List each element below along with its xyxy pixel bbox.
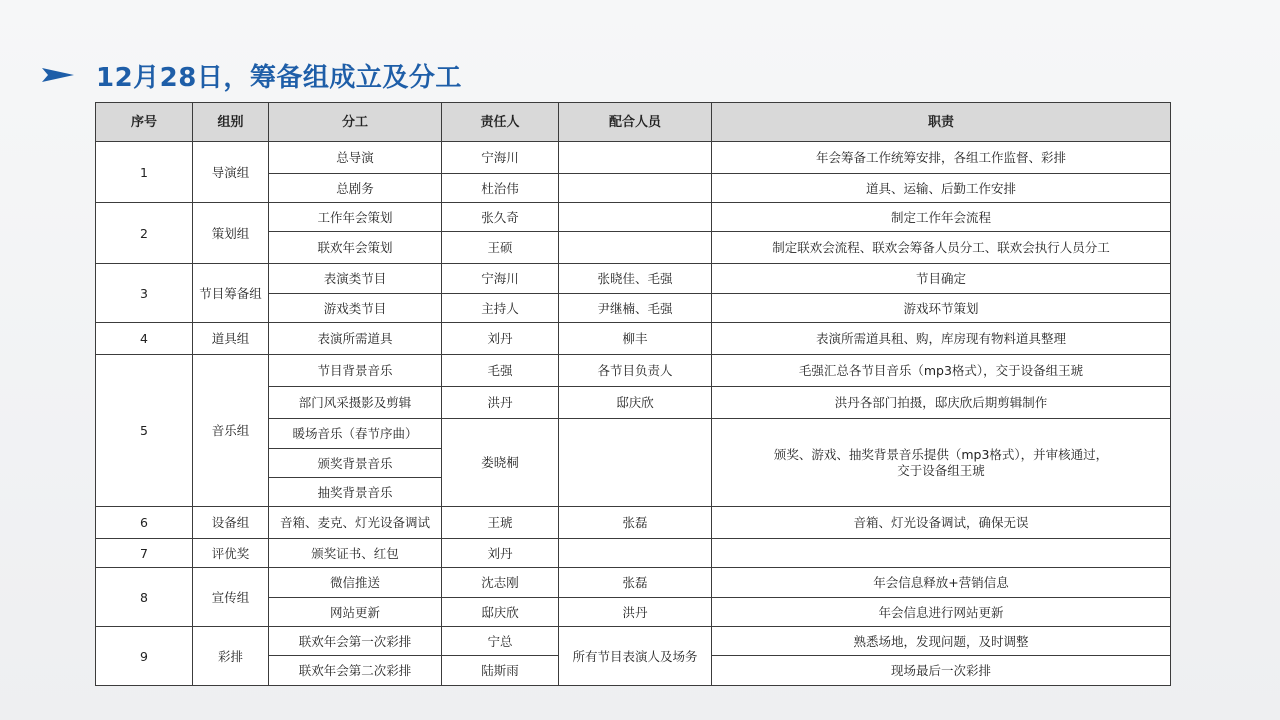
task-cell: 表演所需道具 — [269, 323, 442, 355]
duty-cell: 毛强汇总各节目音乐（mp3格式），交于设备组王琥 — [712, 355, 1171, 387]
group-name-cell: 彩排 — [193, 627, 269, 686]
task-cell: 音箱、麦克、灯光设备调试 — [269, 507, 442, 539]
group-no-cell: 1 — [96, 142, 193, 203]
table-row — [96, 142, 1171, 174]
duty-cell: 表演所需道具租、购，库房现有物料道具整理 — [712, 323, 1171, 355]
group-name-cell: 节目筹备组 — [193, 264, 269, 323]
task-cell: 联欢年会第一次彩排 — [269, 627, 442, 656]
support-cell — [559, 174, 712, 203]
support-cell: 张磊 — [559, 507, 712, 539]
owner-cell: 沈志刚 — [442, 568, 559, 598]
task-cell: 总剧务 — [269, 174, 442, 203]
task-cell: 工作年会策划 — [269, 203, 442, 232]
table-header-row — [96, 103, 1171, 142]
owner-cell: 主持人 — [442, 294, 559, 323]
group-name-cell: 评优奖 — [193, 539, 269, 568]
task-cell: 联欢年会第二次彩排 — [269, 656, 442, 686]
owner-cell: 刘丹 — [442, 539, 559, 568]
group-name-cell: 导演组 — [193, 142, 269, 203]
owner-cell: 宁总 — [442, 627, 559, 656]
group-name-cell: 宣传组 — [193, 568, 269, 627]
task-cell: 部门风采摄影及剪辑 — [269, 387, 442, 419]
support-cell: 柳丰 — [559, 323, 712, 355]
assignment-table — [95, 102, 1171, 686]
group-no-cell: 6 — [96, 507, 193, 539]
task-cell: 节目背景音乐 — [269, 355, 442, 387]
support-cell: 尹继楠、毛强 — [559, 294, 712, 323]
duty-cell: 节目确定 — [712, 264, 1171, 294]
owner-cell: 毛强 — [442, 355, 559, 387]
task-cell: 颁奖证书、红包 — [269, 539, 442, 568]
support-cell — [559, 232, 712, 264]
group-no-cell: 2 — [96, 203, 193, 264]
duty-cell: 制定联欢会流程、联欢会筹备人员分工、联欢会执行人员分工 — [712, 232, 1171, 264]
header-cell-duty: 职责 — [712, 103, 1171, 142]
arrow-bullet-icon — [42, 68, 74, 82]
header-cell-support: 配合人员 — [559, 103, 712, 142]
task-cell: 颁奖背景音乐 — [269, 449, 442, 478]
task-cell: 表演类节目 — [269, 264, 442, 294]
table-row — [96, 355, 1171, 387]
duty-cell: 道具、运输、后勤工作安排 — [712, 174, 1171, 203]
group-no-cell: 8 — [96, 568, 193, 627]
owner-cell: 张久奇 — [442, 203, 559, 232]
duty-cell: 游戏环节策划 — [712, 294, 1171, 323]
duty-line: 交于设备组王琥 — [897, 462, 985, 478]
table-row — [96, 203, 1171, 232]
duty-cell: 音箱、灯光设备调试，确保无误 — [712, 507, 1171, 539]
table-row — [96, 568, 1171, 598]
support-cell — [559, 203, 712, 232]
group-no-cell: 5 — [96, 355, 193, 507]
task-cell: 网站更新 — [269, 598, 442, 627]
group-no-cell: 7 — [96, 539, 193, 568]
owner-cell: 陆斯雨 — [442, 656, 559, 686]
page-title: 12月28日，筹备组成立及分工 — [96, 62, 462, 93]
task-cell: 微信推送 — [269, 568, 442, 598]
header-cell-owner: 责任人 — [442, 103, 559, 142]
task-cell: 联欢年会策划 — [269, 232, 442, 264]
group-name-cell: 音乐组 — [193, 355, 269, 507]
duty-line: 颁奖、游戏、抽奖背景音乐提供（mp3格式），并审核通过， — [773, 446, 1109, 462]
duty-cell: 年会筹备工作统筹安排，各组工作监督、彩排 — [712, 142, 1171, 174]
table-row — [96, 627, 1171, 656]
group-no-cell: 4 — [96, 323, 193, 355]
support-cell — [559, 539, 712, 568]
group-no-cell: 9 — [96, 627, 193, 686]
support-cell: 各节目负责人 — [559, 355, 712, 387]
group-name-cell: 设备组 — [193, 507, 269, 539]
group-no-cell: 3 — [96, 264, 193, 323]
task-cell: 游戏类节目 — [269, 294, 442, 323]
task-cell: 抽奖背景音乐 — [269, 478, 442, 507]
group-name-cell: 道具组 — [193, 323, 269, 355]
table-row — [96, 323, 1171, 355]
duty-cell: 年会信息释放+营销信息 — [712, 568, 1171, 598]
duty-cell — [712, 419, 1171, 507]
header-cell-task: 分工 — [269, 103, 442, 142]
duty-cell: 年会信息进行网站更新 — [712, 598, 1171, 627]
owner-cell: 邸庆欣 — [442, 598, 559, 627]
owner-cell: 洪丹 — [442, 387, 559, 419]
support-cell: 洪丹 — [559, 598, 712, 627]
duty-cell: 制定工作年会流程 — [712, 203, 1171, 232]
support-cell — [559, 142, 712, 174]
owner-cell: 王琥 — [442, 507, 559, 539]
support-cell: 所有节目表演人及场务 — [559, 627, 712, 686]
table-row — [96, 507, 1171, 539]
header-cell-group: 组别 — [193, 103, 269, 142]
owner-cell: 娄晓桐 — [442, 419, 559, 507]
table-row — [96, 264, 1171, 294]
duty-cell: 现场最后一次彩排 — [712, 656, 1171, 686]
table-row — [96, 539, 1171, 568]
support-cell: 张磊 — [559, 568, 712, 598]
duty-cell: 熟悉场地，发现问题，及时调整 — [712, 627, 1171, 656]
support-cell: 邸庆欣 — [559, 387, 712, 419]
owner-cell: 刘丹 — [442, 323, 559, 355]
support-cell: 张晓佳、毛强 — [559, 264, 712, 294]
owner-cell: 王硕 — [442, 232, 559, 264]
title-bar — [42, 58, 462, 92]
owner-cell: 宁海川 — [442, 142, 559, 174]
duty-cell: 洪丹各部门拍摄，邸庆欣后期剪辑制作 — [712, 387, 1171, 419]
header-cell-no: 序号 — [96, 103, 193, 142]
group-name-cell: 策划组 — [193, 203, 269, 264]
duty-cell — [712, 539, 1171, 568]
owner-cell: 杜治伟 — [442, 174, 559, 203]
task-cell: 总导演 — [269, 142, 442, 174]
owner-cell: 宁海川 — [442, 264, 559, 294]
task-cell: 暖场音乐（春节序曲） — [269, 419, 442, 449]
support-cell — [559, 419, 712, 507]
